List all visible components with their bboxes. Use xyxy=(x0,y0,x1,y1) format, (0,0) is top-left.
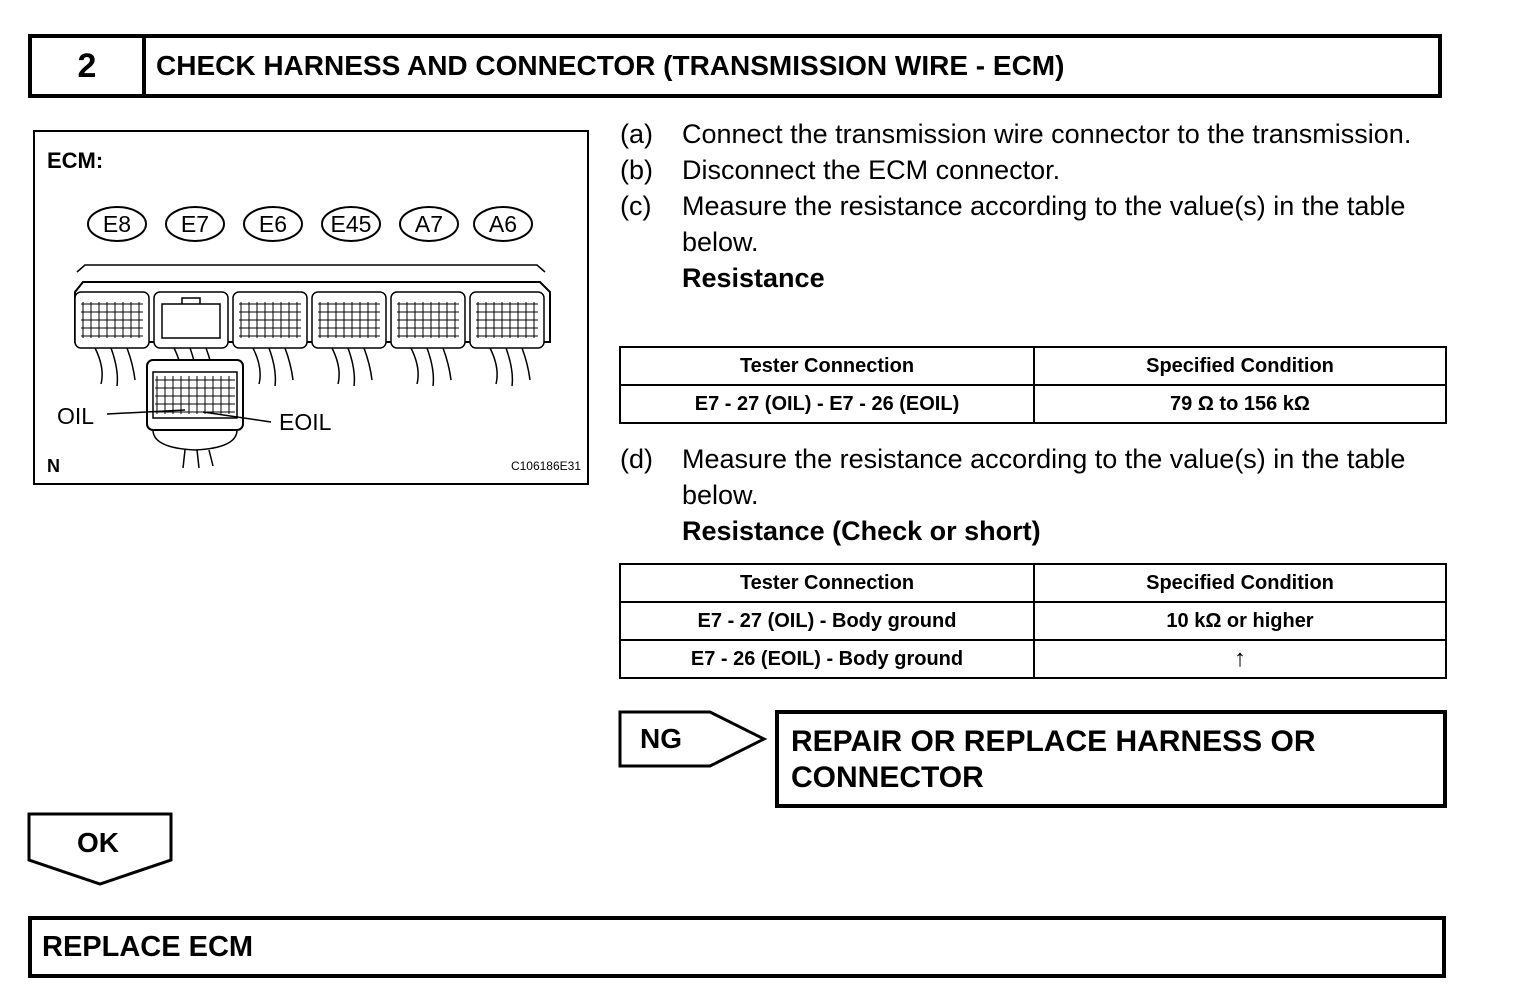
step-header xyxy=(28,34,1442,98)
table-cell: 79 Ω to 156 kΩ xyxy=(1034,385,1446,423)
step-letter: (c) xyxy=(620,191,652,221)
step-text: Measure the resistance according to the value(s) in the table below. xyxy=(682,444,1406,510)
ng-label: NG xyxy=(640,723,682,754)
table-cell: 10 kΩ or higher xyxy=(1034,602,1446,640)
table1-title: Resistance xyxy=(682,263,825,293)
label-eoil: EOIL xyxy=(279,409,332,435)
figure-heading: ECM: xyxy=(47,148,104,173)
ok-action-box: REPLACE ECM xyxy=(28,916,1446,978)
connector-module xyxy=(154,292,228,348)
connector-callout-label: A6 xyxy=(488,211,518,237)
table-row xyxy=(620,385,1446,423)
step-text: Measure the resistance according to the value(s) in the table below. xyxy=(682,191,1406,257)
table-row xyxy=(620,602,1446,640)
connector-callout-label: E7 xyxy=(180,211,210,237)
instructions-d xyxy=(620,441,1440,549)
instructions xyxy=(620,116,1440,296)
label-oil: OIL xyxy=(57,403,95,429)
table-header: Tester Connection xyxy=(620,347,1034,385)
resistance-table xyxy=(619,346,1447,424)
figure-corner-mark: N xyxy=(47,456,60,476)
table-header: Tester Connection xyxy=(620,564,1034,602)
table-cell: ↑ xyxy=(1034,640,1446,678)
connector-callouts xyxy=(88,207,532,241)
ng-flag xyxy=(618,710,768,768)
step-letter: (a) xyxy=(620,119,653,149)
table-header: Specified Condition xyxy=(1034,347,1446,385)
step-letter: (d) xyxy=(620,444,653,474)
ecm-connector-illustration xyxy=(35,132,587,483)
step-text: Disconnect the ECM connector. xyxy=(682,155,1061,185)
ok-flag xyxy=(27,812,173,886)
table-cell: E7 - 27 (OIL) - Body ground xyxy=(620,602,1034,640)
short-check-table xyxy=(619,563,1447,679)
step-title: CHECK HARNESS AND CONNECTOR (TRANSMISSION WIRE - ECM) xyxy=(156,50,1065,81)
table-cell: E7 - 26 (EOIL) - Body ground xyxy=(620,640,1034,678)
figure-code: C106186E31 xyxy=(510,459,581,473)
step-text: Connect the transmission wire connector to the transmission. xyxy=(682,119,1412,149)
ecm-connector-figure xyxy=(33,130,589,485)
connector-callout-label: E45 xyxy=(330,211,372,237)
connector-callout-label: E8 xyxy=(102,211,132,237)
ok-label: OK xyxy=(77,827,119,858)
step-c xyxy=(620,188,1440,260)
step-b xyxy=(620,152,1440,188)
table-header: Specified Condition xyxy=(1034,564,1446,602)
ng-action-box: REPAIR OR REPLACE HARNESS OR CONNECTOR xyxy=(775,710,1447,808)
table-cell: E7 - 27 (OIL) - E7 - 26 (EOIL) xyxy=(620,385,1034,423)
step-number: 2 xyxy=(32,38,146,94)
table2-title: Resistance (Check or short) xyxy=(682,516,1041,546)
table-row xyxy=(620,640,1446,678)
step-d xyxy=(620,441,1440,513)
connector-callout-label: E6 xyxy=(258,211,288,237)
step-letter: (b) xyxy=(620,155,653,185)
connector-modules xyxy=(75,292,544,386)
step-a xyxy=(620,116,1440,152)
connector-callout-label: A7 xyxy=(414,211,444,237)
